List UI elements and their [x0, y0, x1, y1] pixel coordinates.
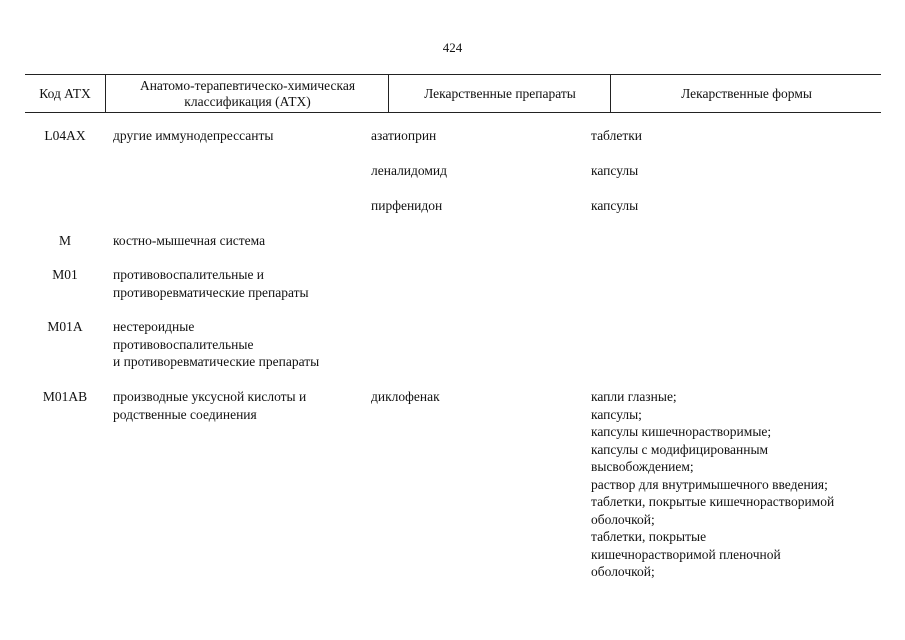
page-number: 424: [442, 40, 463, 55]
row-dosage-form-line: раствор для внутримышечного введения;: [591, 476, 828, 492]
row-dosage-form-line: таблетки: [591, 128, 643, 143]
header-atc-classification: [105, 75, 389, 112]
table-row: [25, 232, 881, 266]
header-atc-classification-line-2: классификация (АТХ): [184, 93, 311, 109]
header-atc-code: [25, 75, 105, 112]
row-dosage-form-line: капсулы;: [591, 406, 642, 422]
row-drug: леналидомид: [371, 163, 448, 178]
row-classification-line: противовоспалительные и: [113, 267, 265, 282]
row-classification-line: противовоспалительные: [113, 336, 254, 352]
row-classification-line: родственные соединения: [113, 406, 257, 422]
row-classification-line: костно-мышечная система: [113, 233, 266, 248]
table-row: [25, 266, 881, 318]
row-dosage-form-line: высвобождением;: [591, 459, 694, 474]
header-medicines-label: Лекарственные препараты: [424, 85, 576, 101]
row-dosage-form-line: кишечнорастворимой пленочной: [591, 546, 781, 562]
header-dosage-forms-label: Лекарственные формы: [681, 85, 812, 101]
row-dosage-form-line: таблетки, покрытые кишечнорастворимой: [591, 494, 835, 509]
row-classification: [113, 266, 373, 301]
table-row: [25, 318, 881, 388]
table-row: [25, 388, 881, 588]
header-dosage-forms: [610, 75, 882, 112]
row-atc-code: M01: [52, 267, 78, 282]
row-dosage-forms: [591, 127, 876, 145]
table-header: [25, 74, 881, 113]
row-dosage-forms: [591, 197, 876, 215]
row-atc-code: L04AX: [44, 128, 86, 143]
row-dosage-form-line: капсулы: [591, 198, 639, 213]
row-atc-code: M01A: [47, 319, 83, 334]
header-atc-classification-line-1: Анатомо-терапевтическо-химическая: [139, 77, 356, 93]
row-drug: азатиоприн: [371, 128, 437, 143]
header-medicines: [388, 75, 611, 112]
table-row: [25, 127, 881, 162]
row-classification-line: противоревматические препараты: [113, 284, 309, 300]
row-classification-line: и противоревматические препараты: [113, 354, 320, 369]
row-dosage-form-line: капли глазные;: [591, 389, 677, 404]
table-row: [25, 197, 881, 232]
row-dosage-form-line: таблетки, покрытые: [591, 529, 707, 544]
row-dosage-form-line: оболочкой;: [591, 564, 655, 579]
header-atc-code-label: Код АТХ: [39, 85, 91, 101]
row-dosage-form-line: капсулы с модифицированным: [591, 441, 769, 457]
row-classification-line: производные уксусной кислоты и: [113, 389, 307, 404]
row-drug: диклофенак: [371, 389, 440, 404]
table-body: [25, 127, 881, 588]
table-row: [25, 162, 881, 197]
row-dosage-form-line: капсулы кишечнорастворимые;: [591, 424, 772, 439]
row-dosage-forms: [591, 162, 876, 180]
row-classification: [113, 127, 373, 145]
row-classification: [113, 318, 373, 371]
row-classification: [113, 232, 373, 250]
row-dosage-form-line: капсулы: [591, 163, 639, 178]
row-dosage-form-line: оболочкой;: [591, 511, 655, 527]
row-drug: пирфенидон: [371, 198, 443, 213]
row-classification-line: другие иммунодепрессанты: [113, 128, 274, 143]
row-atc-code: M: [58, 233, 71, 248]
row-classification: [113, 388, 373, 423]
row-dosage-forms: [591, 388, 876, 581]
row-classification-line: нестероидные: [113, 319, 195, 334]
row-atc-code: M01AB: [42, 389, 88, 404]
